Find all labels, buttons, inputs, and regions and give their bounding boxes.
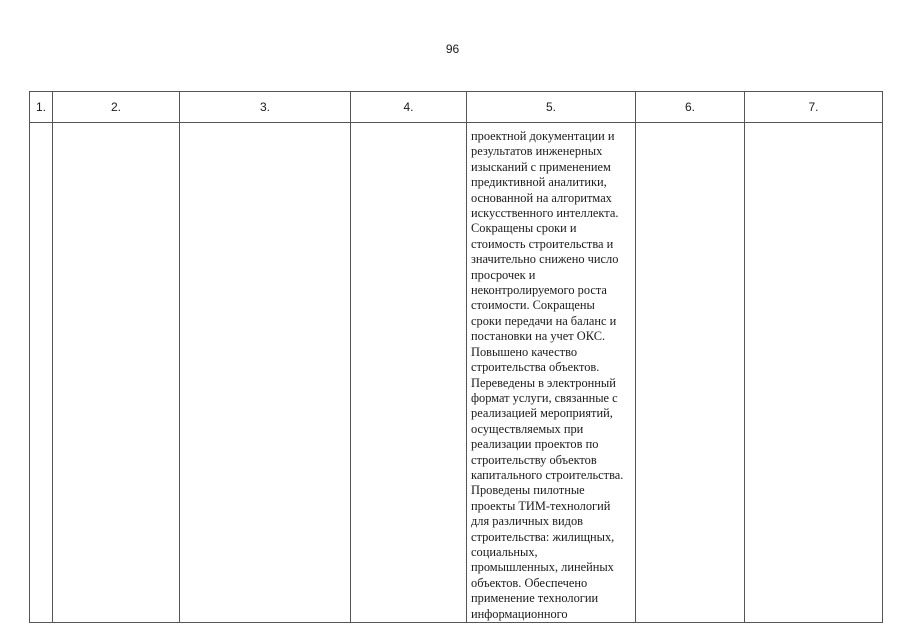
cell-text-col4 [351,123,466,129]
table-cell-col2 [53,123,180,623]
column-header-7: 7. [745,92,883,123]
table-cell-col5 [467,123,636,623]
table-row [30,123,883,623]
table-cell-col3 [180,123,351,623]
table-cell-col6 [636,123,745,623]
table-cell-col7 [745,123,883,623]
column-header-4: 4. [351,92,467,123]
table-header-row [30,92,883,123]
column-header-2: 2. [53,92,180,123]
column-header-1: 1. [30,92,53,123]
cell-text-col1 [30,123,52,129]
cell-text-col7 [745,123,882,129]
table-cell-col1 [30,123,53,623]
page-number: 96 [445,42,460,56]
cell-text-col3 [180,123,350,129]
cell-text-col5: проектной документации и результатов инженерных изысканий с применением предиктивной аналитики, основанной на алгоритмах искусственного интеллекта. Сокращены сроки и стоимость строительства и значительно снижено число просрочек и неконтролируемого роста стоимости. Сокращены сроки передачи на баланс и постановки на учет ОКС. Повышено качество строительства объектов. Переведены в электронный формат услуги, связанные с реализацией мероприятий, осуществляемых при реализации проектов по строительству объектов капитального строительства. Проведены пилотные проекты ТИМ-технологий для различных видов строительства: жилищных, социальных, промышленных, линейных объектов. Обеспечено применение технологии информационного [471,129,624,621]
table-cell-col4 [351,123,467,623]
cell-text-col2 [53,123,179,129]
document-table [29,91,883,623]
column-header-3: 3. [180,92,351,123]
column-header-5: 5. [467,92,636,123]
cell-text-col6 [636,123,744,129]
column-header-6: 6. [636,92,745,123]
